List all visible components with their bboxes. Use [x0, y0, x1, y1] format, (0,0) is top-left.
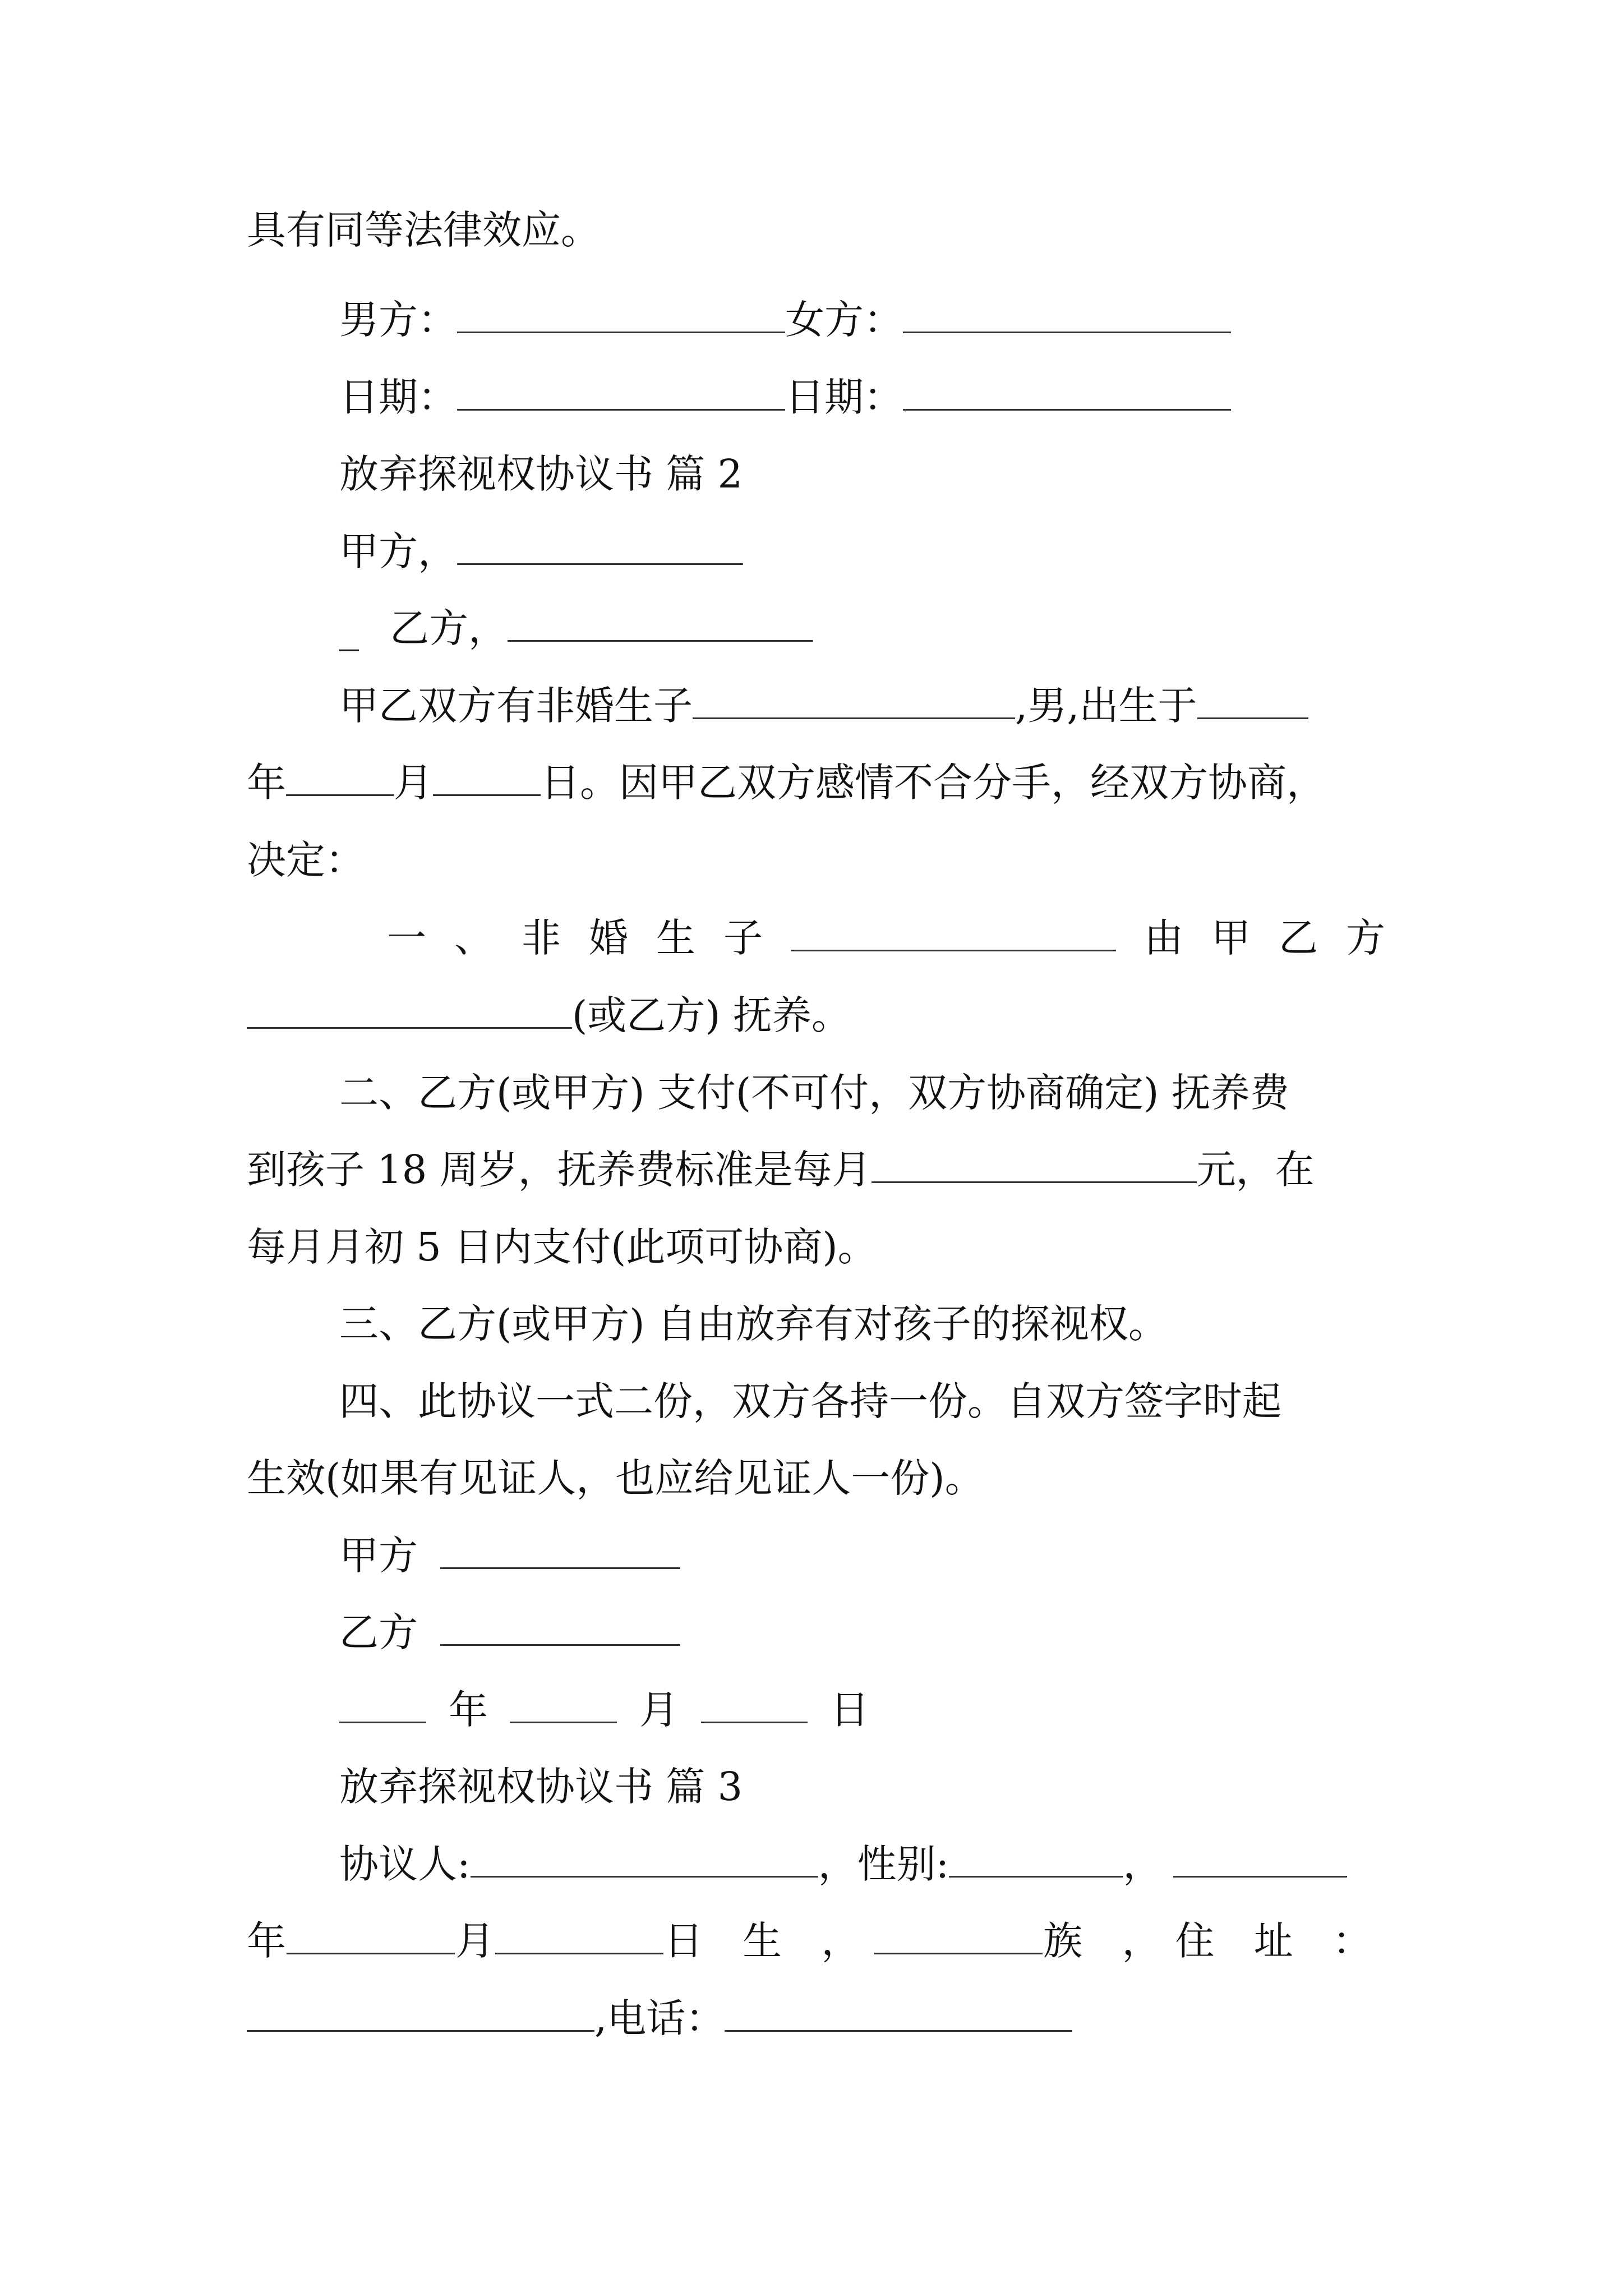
paragraph-line [247, 987, 1385, 1043]
ethnic-group-blank[interactable] [874, 1920, 1043, 1954]
char: 、 [454, 915, 494, 961]
paragraph-line [339, 1296, 1385, 1352]
birth-month-blank[interactable] [286, 762, 394, 796]
party-name-blank[interactable] [471, 1843, 818, 1878]
phone-blank[interactable] [725, 1998, 1072, 2032]
gender-blank[interactable] [949, 1843, 1123, 1878]
month-label: 月 [394, 760, 433, 806]
paragraph-line [247, 202, 1385, 258]
birth-year-blank[interactable] [1197, 685, 1308, 719]
signature-line-parties [339, 292, 1385, 348]
party-a-blank[interactable] [457, 531, 743, 565]
paragraph-line [247, 1142, 1385, 1198]
heading-text: 放弃探视权协议书 篇 3 [339, 1764, 743, 1810]
date-label: 日期： [339, 374, 457, 420]
paragraph-line [339, 678, 1385, 734]
day-label: 日 [830, 1687, 869, 1733]
party-b-blank[interactable] [508, 608, 813, 642]
char: 甲 [1211, 915, 1251, 961]
heading-text: 放弃探视权协议书 篇 2 [339, 451, 743, 497]
text: 日。因甲乙双方感情不合分手，经双方协商， [541, 760, 1326, 806]
birth-day-blank[interactable] [433, 762, 541, 796]
paragraph-line [247, 1990, 1385, 2046]
party-a-signature-blank[interactable] [440, 1535, 680, 1569]
text: ，性别: [818, 1841, 949, 1887]
date-blank[interactable] [457, 376, 785, 411]
paragraph-line [339, 1373, 1385, 1429]
text: 每月月初 5 日内支付(此项可协商)。 [247, 1224, 877, 1270]
year-blank[interactable] [339, 1689, 426, 1723]
month-label: 月 [455, 1918, 495, 1964]
birth-day-blank[interactable] [495, 1920, 663, 1954]
child-name-blank[interactable] [693, 685, 1015, 719]
text: 到孩子 18 周岁，抚养费标准是每月 [247, 1147, 872, 1193]
monthly-amount-blank[interactable] [872, 1149, 1197, 1183]
char: 由 [1144, 915, 1183, 961]
month-blank[interactable] [510, 1689, 617, 1723]
male-label: 男方： [339, 297, 457, 343]
text: ， [1123, 1841, 1163, 1887]
paragraph-line [247, 1913, 1385, 1969]
phone-label: ,电话： [594, 1995, 725, 2041]
char: 一 [387, 915, 426, 961]
text: (或乙方) 抚养。 [572, 992, 851, 1038]
text: 决定： [247, 837, 365, 883]
birth-month-blank[interactable] [287, 1920, 455, 1954]
char: 子 [723, 915, 763, 961]
char: 非 [522, 915, 561, 961]
party-b-label: 乙方 [339, 1609, 418, 1655]
paragraph-line [339, 1836, 1385, 1892]
date-label: 日期： [785, 374, 903, 420]
party-a-label: 甲方， [339, 528, 457, 574]
female-signature-blank[interactable] [903, 299, 1231, 333]
signature-line-dates [339, 369, 1385, 425]
paragraph-line [339, 1065, 1385, 1121]
text: 元，在 [1196, 1147, 1315, 1193]
address-label: 住 址 ： [1175, 1918, 1385, 1964]
paragraph-line [247, 832, 1385, 888]
party-a-signature-line [339, 1527, 1385, 1584]
text: 甲乙双方有非婚生子 [339, 683, 693, 729]
party-b-signature-blank[interactable] [440, 1612, 680, 1646]
text: 生效(如果有见证人，也应给见证人一份)。 [247, 1455, 984, 1501]
party-b-signature-line [339, 1604, 1385, 1660]
party-b-line [339, 600, 1385, 656]
text: ,男,出生于 [1015, 683, 1197, 729]
text: 二、乙方(或甲方) 支付(不可付，双方协商确定) 抚养费 [339, 1070, 1289, 1116]
paragraph-line [247, 1450, 1385, 1506]
paragraph-line [247, 754, 1385, 811]
date-line [339, 1682, 1385, 1738]
year-label: 年 [247, 1918, 286, 1964]
guardian-blank[interactable] [247, 995, 572, 1029]
month-label: 月 [639, 1687, 679, 1733]
paragraph-line [247, 1219, 1385, 1275]
male-signature-blank[interactable] [457, 299, 785, 333]
char: 乙 [1279, 915, 1318, 961]
text: 协议人: [339, 1841, 471, 1887]
party-a-label: 甲方 [339, 1533, 418, 1579]
char: 生 [656, 915, 695, 961]
clause-one-line [387, 910, 1385, 966]
female-label: 女方： [785, 297, 903, 343]
address-blank[interactable] [247, 1998, 594, 2032]
party-a-line [339, 523, 1385, 579]
birth-year-blank[interactable] [1173, 1843, 1347, 1878]
text: 具有同等法律效应。 [247, 207, 600, 253]
year-label: 年 [247, 760, 286, 806]
text: 三、乙方(或甲方) 自由放弃有对孩子的探视权。 [339, 1301, 1168, 1347]
char: 婚 [589, 915, 628, 961]
date-blank[interactable] [903, 376, 1231, 411]
section-heading [339, 1759, 1385, 1815]
ethnic-label: 族 ， [1043, 1918, 1175, 1964]
born-label: 日 生 ， [663, 1918, 874, 1964]
party-b-label: 乙方， [390, 605, 508, 651]
section-heading [339, 446, 1385, 502]
text: 四、此协议一式二份，双方各持一份。自双方签字时起 [339, 1378, 1281, 1424]
underscore-mark: _ [339, 605, 359, 651]
day-blank[interactable] [701, 1689, 808, 1723]
char: 方 [1346, 915, 1385, 961]
child-name-blank[interactable] [791, 917, 1116, 951]
year-label: 年 [449, 1687, 488, 1733]
